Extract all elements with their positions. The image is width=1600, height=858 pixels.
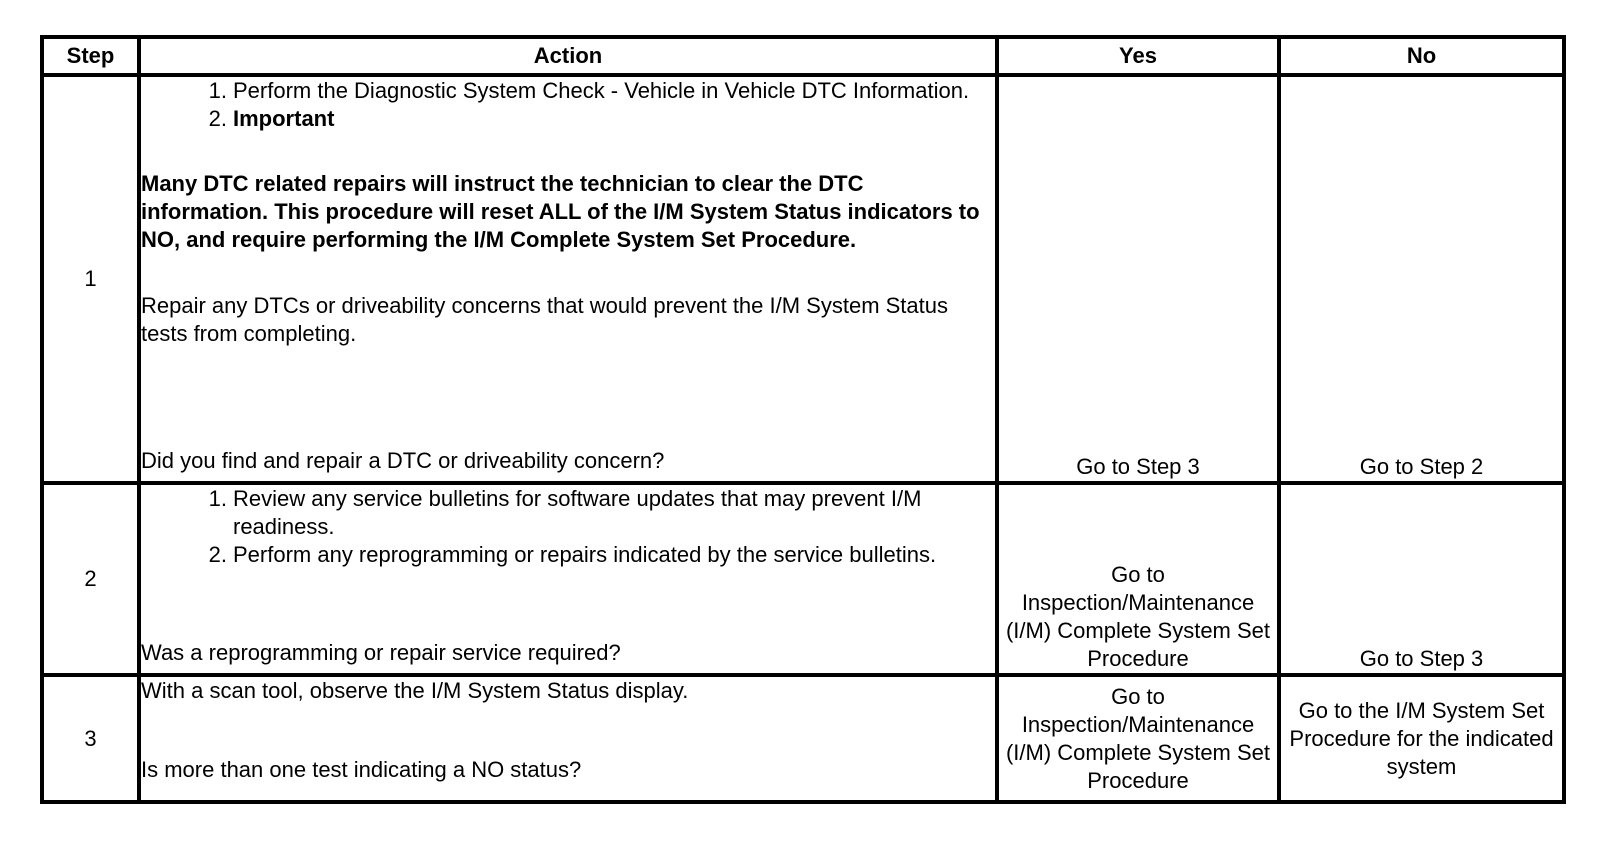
instruction-text: With a scan tool, observe the I/M System Status display. [141, 678, 689, 703]
yes-answer: Go to Inspection/Maintenance (I/M) Complete System Set Procedure [997, 483, 1279, 675]
list-item: 2. Important [141, 105, 995, 133]
no-answer: Go to Step 3 [1279, 483, 1564, 675]
important-label: Important [233, 106, 335, 131]
step-number: 1 [42, 75, 139, 483]
no-answer: Go to the I/M System Set Procedure for the indicated system [1279, 675, 1564, 802]
question-text: Did you find and repair a DTC or driveability concern? [141, 448, 665, 473]
action-steps-list [141, 485, 995, 569]
list-item: 2. Perform any reprogramming or repairs indicated by the service bulletins. [208, 542, 937, 567]
important-note: Many DTC related repairs will instruct the technician to clear the DTC information. This procedure will reset ALL of the I/M System Status indicators to NO, and require performing the I/M Complete System Set Procedure. [141, 171, 980, 252]
table-row [42, 675, 1564, 802]
header-action: Action [139, 37, 997, 75]
list-item: 1. Perform the Diagnostic System Check - Vehicle in Vehicle DTC Information. [208, 78, 970, 103]
table-row [42, 75, 1564, 483]
header-row [42, 37, 1564, 75]
action-cell [139, 675, 997, 802]
step-number: 2 [42, 483, 139, 675]
header-yes: Yes [997, 37, 1279, 75]
header-no: No [1279, 37, 1564, 75]
action-cell [139, 75, 997, 483]
no-answer: Go to Step 2 [1279, 75, 1564, 483]
list-item: 1. Review any service bulletins for software updates that may prevent I/M readiness. [208, 486, 922, 539]
question-text: Is more than one test indicating a NO status? [141, 757, 582, 782]
header-step: Step [42, 37, 139, 75]
diagnostic-table [40, 35, 1566, 804]
repair-note: Repair any DTCs or driveability concerns that would prevent the I/M System Status tests from completing. [141, 293, 949, 346]
action-cell [139, 483, 997, 675]
question-text: Was a reprogramming or repair service required? [141, 640, 621, 665]
table-row [42, 483, 1564, 675]
action-steps-list [141, 77, 995, 133]
yes-answer: Go to Step 3 [997, 75, 1279, 483]
yes-answer: Go to Inspection/Maintenance (I/M) Complete System Set Procedure [997, 675, 1279, 802]
step-number: 3 [42, 675, 139, 802]
